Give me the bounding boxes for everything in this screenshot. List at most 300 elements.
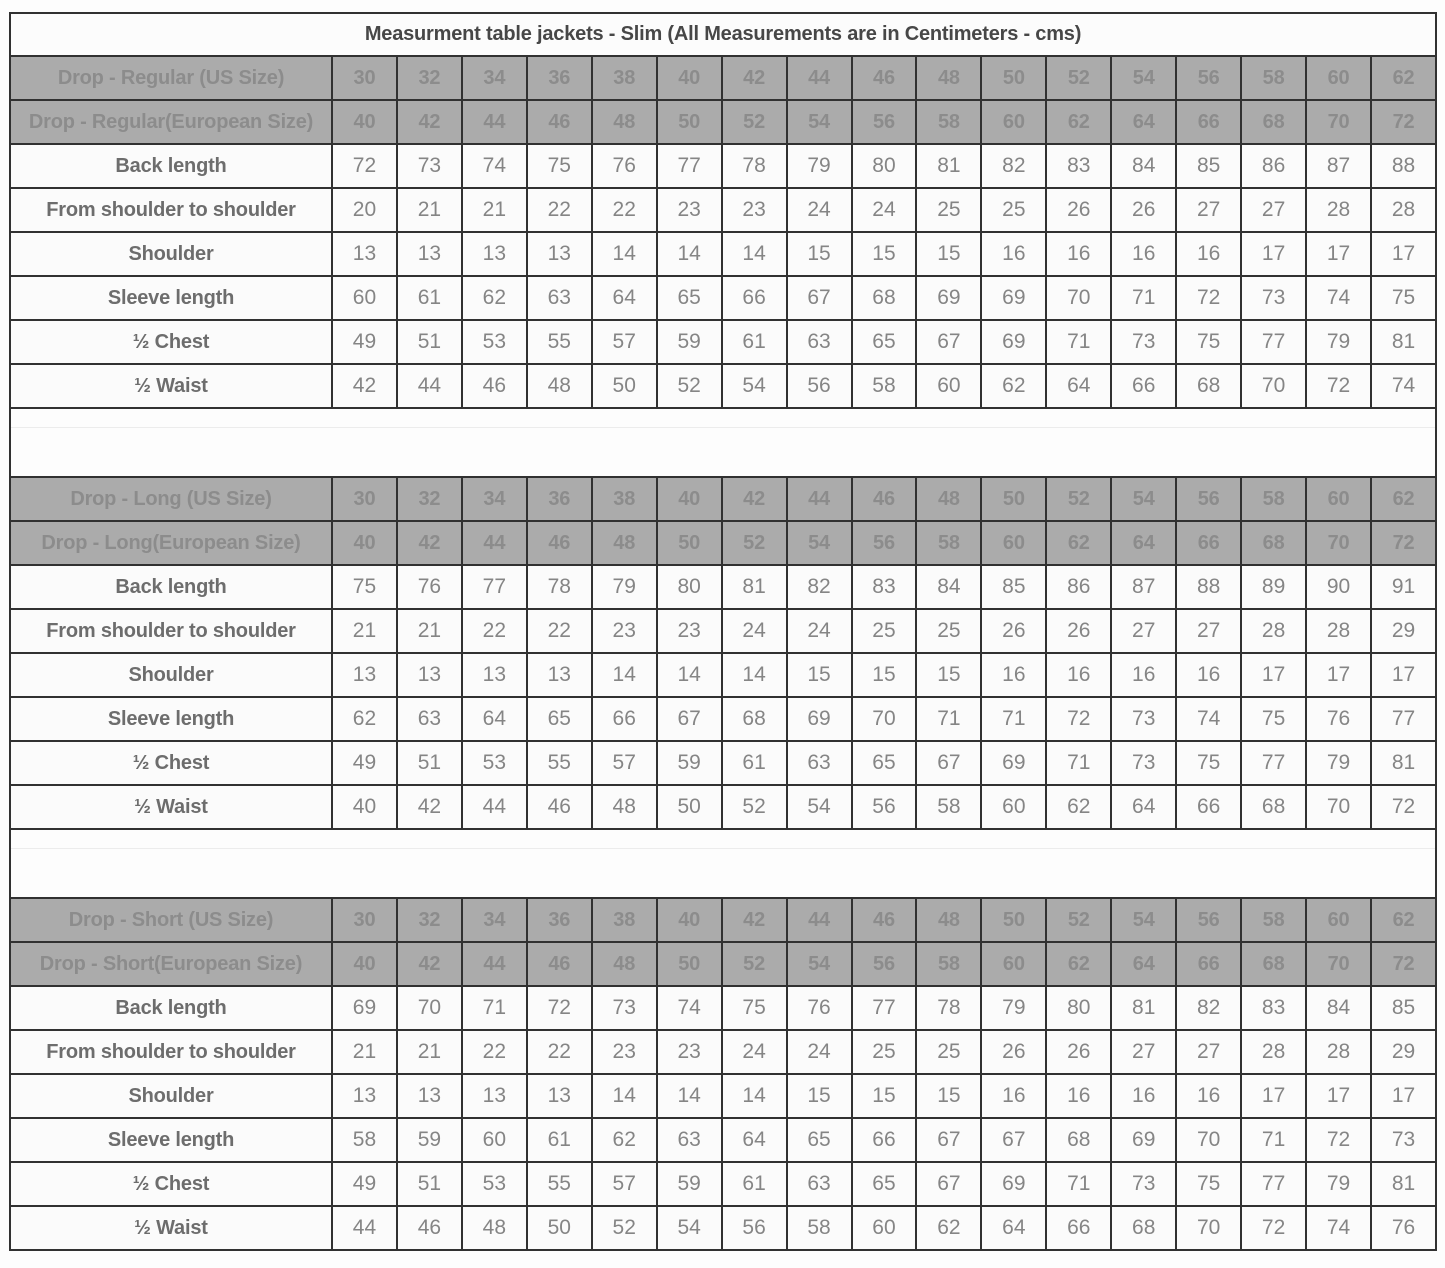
measurement-value-cell: 67 bbox=[787, 276, 852, 320]
measurement-value-cell: 22 bbox=[527, 1030, 592, 1074]
measurement-value-cell: 17 bbox=[1241, 1074, 1306, 1118]
measurement-value-cell: 62 bbox=[981, 364, 1046, 408]
measurement-value-cell: 24 bbox=[787, 1030, 852, 1074]
measurement-value-cell: 49 bbox=[332, 320, 397, 364]
measurement-value-cell: 15 bbox=[916, 1074, 981, 1118]
measurement-value-cell: 54 bbox=[657, 1206, 722, 1250]
table-row bbox=[10, 986, 1436, 1030]
measurement-value-cell: 25 bbox=[981, 188, 1046, 232]
eu-size-cell: 70 bbox=[1306, 521, 1371, 565]
measurement-value-cell: 16 bbox=[1046, 1074, 1111, 1118]
eu-size-cell: 66 bbox=[1176, 521, 1241, 565]
measurement-value-cell: 25 bbox=[852, 1030, 917, 1074]
measurement-value-cell: 73 bbox=[1371, 1118, 1436, 1162]
measurement-value-cell: 65 bbox=[852, 1162, 917, 1206]
short-us-size-header-row bbox=[10, 898, 1436, 942]
measurement-value-cell: 59 bbox=[657, 320, 722, 364]
measurement-value-cell: 71 bbox=[462, 986, 527, 1030]
section-spacer bbox=[10, 849, 1436, 899]
measurement-value-cell: 26 bbox=[981, 1030, 1046, 1074]
us-size-cell: 58 bbox=[1241, 898, 1306, 942]
table-row bbox=[10, 188, 1436, 232]
measurement-value-cell: 79 bbox=[592, 565, 657, 609]
measurement-value-cell: 61 bbox=[722, 741, 787, 785]
us-size-cell: 44 bbox=[787, 56, 852, 100]
eu-size-cell: 46 bbox=[527, 942, 592, 986]
measurement-value-cell: 70 bbox=[1241, 364, 1306, 408]
measurement-value-cell: 52 bbox=[592, 1206, 657, 1250]
measurement-value-cell: 15 bbox=[916, 653, 981, 697]
us-size-cell: 34 bbox=[462, 898, 527, 942]
measurement-row-label: Back length bbox=[10, 144, 332, 188]
measurement-value-cell: 69 bbox=[981, 276, 1046, 320]
measurement-value-cell: 27 bbox=[1176, 609, 1241, 653]
eu-size-cell: 64 bbox=[1111, 521, 1176, 565]
measurement-value-cell: 62 bbox=[592, 1118, 657, 1162]
measurement-value-cell: 84 bbox=[1306, 986, 1371, 1030]
measurement-value-cell: 66 bbox=[592, 697, 657, 741]
measurement-value-cell: 81 bbox=[916, 144, 981, 188]
measurement-value-cell: 13 bbox=[527, 653, 592, 697]
measurement-value-cell: 69 bbox=[916, 276, 981, 320]
measurement-value-cell: 70 bbox=[1306, 785, 1371, 829]
measurement-value-cell: 14 bbox=[722, 1074, 787, 1118]
eu-size-cell: 60 bbox=[981, 942, 1046, 986]
measurement-value-cell: 61 bbox=[527, 1118, 592, 1162]
measurement-value-cell: 42 bbox=[397, 785, 462, 829]
section-spacer bbox=[10, 428, 1436, 478]
eu-size-cell: 40 bbox=[332, 521, 397, 565]
measurement-value-cell: 80 bbox=[1046, 986, 1111, 1030]
us-size-cell: 42 bbox=[722, 56, 787, 100]
measurement-value-cell: 16 bbox=[1111, 653, 1176, 697]
measurement-value-cell: 13 bbox=[527, 232, 592, 276]
measurement-value-cell: 13 bbox=[332, 1074, 397, 1118]
eu-size-cell: 50 bbox=[657, 521, 722, 565]
eu-size-cell: 62 bbox=[1046, 100, 1111, 144]
measurement-value-cell: 53 bbox=[462, 741, 527, 785]
measurement-value-cell: 21 bbox=[397, 188, 462, 232]
measurement-row-label: ½ Waist bbox=[10, 785, 332, 829]
measurement-value-cell: 16 bbox=[1111, 1074, 1176, 1118]
measurement-value-cell: 16 bbox=[1176, 653, 1241, 697]
eu-size-cell: 48 bbox=[592, 521, 657, 565]
us-size-cell: 32 bbox=[397, 477, 462, 521]
measurement-value-cell: 17 bbox=[1371, 232, 1436, 276]
us-size-cell: 50 bbox=[981, 898, 1046, 942]
us-size-cell: 30 bbox=[332, 898, 397, 942]
measurement-value-cell: 13 bbox=[462, 232, 527, 276]
measurement-value-cell: 91 bbox=[1371, 565, 1436, 609]
us-size-cell: 54 bbox=[1111, 56, 1176, 100]
measurement-value-cell: 14 bbox=[657, 653, 722, 697]
measurement-value-cell: 27 bbox=[1241, 188, 1306, 232]
measurement-value-cell: 44 bbox=[332, 1206, 397, 1250]
eu-size-cell: 66 bbox=[1176, 942, 1241, 986]
us-size-cell: 44 bbox=[787, 477, 852, 521]
measurement-value-cell: 24 bbox=[722, 609, 787, 653]
us-size-cell: 34 bbox=[462, 56, 527, 100]
measurement-value-cell: 46 bbox=[462, 364, 527, 408]
us-size-cell: 54 bbox=[1111, 898, 1176, 942]
table-row bbox=[10, 785, 1436, 829]
measurement-value-cell: 75 bbox=[1176, 741, 1241, 785]
table-row bbox=[10, 1162, 1436, 1206]
table-title-row bbox=[10, 13, 1436, 56]
us-size-cell: 42 bbox=[722, 477, 787, 521]
us-size-cell: 60 bbox=[1306, 477, 1371, 521]
measurement-value-cell: 24 bbox=[787, 188, 852, 232]
measurement-value-cell: 70 bbox=[1176, 1118, 1241, 1162]
measurement-value-cell: 13 bbox=[332, 232, 397, 276]
us-size-cell: 54 bbox=[1111, 477, 1176, 521]
measurement-value-cell: 22 bbox=[462, 609, 527, 653]
measurement-value-cell: 52 bbox=[722, 785, 787, 829]
measurement-value-cell: 65 bbox=[852, 741, 917, 785]
measurement-value-cell: 28 bbox=[1371, 188, 1436, 232]
eu-size-cell: 40 bbox=[332, 100, 397, 144]
measurement-value-cell: 65 bbox=[787, 1118, 852, 1162]
measurement-row-label: ½ Chest bbox=[10, 741, 332, 785]
eu-size-cell: 48 bbox=[592, 100, 657, 144]
measurement-value-cell: 28 bbox=[1306, 1030, 1371, 1074]
measurement-value-cell: 78 bbox=[916, 986, 981, 1030]
us-size-cell: 44 bbox=[787, 898, 852, 942]
measurement-value-cell: 58 bbox=[852, 364, 917, 408]
measurement-value-cell: 56 bbox=[787, 364, 852, 408]
measurement-value-cell: 66 bbox=[1176, 785, 1241, 829]
measurement-value-cell: 72 bbox=[1046, 697, 1111, 741]
measurement-value-cell: 46 bbox=[527, 785, 592, 829]
measurement-value-cell: 23 bbox=[657, 188, 722, 232]
measurement-value-cell: 71 bbox=[1111, 276, 1176, 320]
long-eu-size-header-row bbox=[10, 521, 1436, 565]
measurement-value-cell: 74 bbox=[1371, 364, 1436, 408]
measurement-value-cell: 74 bbox=[462, 144, 527, 188]
measurement-row-label: Sleeve length bbox=[10, 1118, 332, 1162]
measurement-value-cell: 52 bbox=[657, 364, 722, 408]
measurement-value-cell: 22 bbox=[527, 609, 592, 653]
measurement-value-cell: 48 bbox=[527, 364, 592, 408]
us-size-cell: 48 bbox=[916, 477, 981, 521]
measurement-value-cell: 75 bbox=[1176, 320, 1241, 364]
long-eu-size-row-label: Drop - Long(European Size) bbox=[10, 521, 332, 565]
measurement-value-cell: 15 bbox=[787, 232, 852, 276]
measurement-value-cell: 15 bbox=[787, 1074, 852, 1118]
eu-size-cell: 68 bbox=[1241, 942, 1306, 986]
measurement-value-cell: 56 bbox=[852, 785, 917, 829]
measurement-value-cell: 66 bbox=[1111, 364, 1176, 408]
measurement-value-cell: 76 bbox=[592, 144, 657, 188]
measurement-value-cell: 22 bbox=[462, 1030, 527, 1074]
measurement-value-cell: 69 bbox=[981, 1162, 1046, 1206]
measurement-value-cell: 75 bbox=[332, 565, 397, 609]
measurement-value-cell: 64 bbox=[592, 276, 657, 320]
measurement-value-cell: 50 bbox=[657, 785, 722, 829]
eu-size-cell: 46 bbox=[527, 521, 592, 565]
us-size-cell: 36 bbox=[527, 56, 592, 100]
eu-size-cell: 70 bbox=[1306, 942, 1371, 986]
eu-size-cell: 52 bbox=[722, 100, 787, 144]
measurement-value-cell: 59 bbox=[657, 1162, 722, 1206]
measurement-value-cell: 81 bbox=[722, 565, 787, 609]
measurement-value-cell: 85 bbox=[1371, 986, 1436, 1030]
us-size-cell: 38 bbox=[592, 898, 657, 942]
measurement-value-cell: 48 bbox=[462, 1206, 527, 1250]
us-size-cell: 32 bbox=[397, 898, 462, 942]
eu-size-cell: 54 bbox=[787, 100, 852, 144]
measurement-value-cell: 48 bbox=[592, 785, 657, 829]
us-size-cell: 62 bbox=[1371, 898, 1436, 942]
measurement-value-cell: 15 bbox=[852, 653, 917, 697]
measurement-value-cell: 87 bbox=[1111, 565, 1176, 609]
measurement-value-cell: 50 bbox=[592, 364, 657, 408]
measurement-value-cell: 55 bbox=[527, 741, 592, 785]
us-size-cell: 62 bbox=[1371, 56, 1436, 100]
measurement-value-cell: 82 bbox=[1176, 986, 1241, 1030]
us-size-cell: 30 bbox=[332, 477, 397, 521]
measurement-value-cell: 76 bbox=[1306, 697, 1371, 741]
us-size-cell: 46 bbox=[852, 56, 917, 100]
measurement-value-cell: 73 bbox=[397, 144, 462, 188]
measurement-value-cell: 63 bbox=[787, 1162, 852, 1206]
measurement-value-cell: 13 bbox=[332, 653, 397, 697]
measurement-value-cell: 27 bbox=[1111, 1030, 1176, 1074]
measurement-value-cell: 76 bbox=[397, 565, 462, 609]
measurement-value-cell: 22 bbox=[527, 188, 592, 232]
measurement-value-cell: 14 bbox=[657, 232, 722, 276]
us-size-cell: 40 bbox=[657, 56, 722, 100]
measurement-value-cell: 67 bbox=[916, 1118, 981, 1162]
measurement-value-cell: 72 bbox=[527, 986, 592, 1030]
measurement-value-cell: 27 bbox=[1176, 188, 1241, 232]
measurement-value-cell: 17 bbox=[1306, 232, 1371, 276]
measurement-value-cell: 29 bbox=[1371, 609, 1436, 653]
measurement-value-cell: 70 bbox=[852, 697, 917, 741]
measurement-value-cell: 21 bbox=[332, 609, 397, 653]
measurement-value-cell: 23 bbox=[657, 1030, 722, 1074]
measurement-value-cell: 61 bbox=[397, 276, 462, 320]
eu-size-cell: 54 bbox=[787, 942, 852, 986]
table-row bbox=[10, 565, 1436, 609]
measurement-value-cell: 13 bbox=[462, 1074, 527, 1118]
measurement-value-cell: 26 bbox=[1046, 188, 1111, 232]
measurement-value-cell: 64 bbox=[462, 697, 527, 741]
measurement-row-label: Shoulder bbox=[10, 1074, 332, 1118]
measurement-value-cell: 74 bbox=[1306, 276, 1371, 320]
measurement-row-label: Shoulder bbox=[10, 653, 332, 697]
eu-size-cell: 60 bbox=[981, 100, 1046, 144]
measurement-value-cell: 49 bbox=[332, 741, 397, 785]
measurement-value-cell: 67 bbox=[916, 320, 981, 364]
measurement-value-cell: 73 bbox=[1111, 697, 1176, 741]
measurement-value-cell: 83 bbox=[852, 565, 917, 609]
us-size-cell: 32 bbox=[397, 56, 462, 100]
table-row bbox=[10, 232, 1436, 276]
measurement-value-cell: 13 bbox=[397, 1074, 462, 1118]
measurement-value-cell: 13 bbox=[397, 653, 462, 697]
eu-size-cell: 50 bbox=[657, 100, 722, 144]
section-spacer bbox=[10, 408, 1436, 428]
eu-size-cell: 60 bbox=[981, 521, 1046, 565]
measurement-value-cell: 24 bbox=[852, 188, 917, 232]
us-size-cell: 52 bbox=[1046, 56, 1111, 100]
measurement-value-cell: 63 bbox=[657, 1118, 722, 1162]
measurement-value-cell: 64 bbox=[722, 1118, 787, 1162]
measurement-value-cell: 80 bbox=[657, 565, 722, 609]
measurement-value-cell: 25 bbox=[916, 1030, 981, 1074]
measurement-value-cell: 25 bbox=[916, 609, 981, 653]
us-size-cell: 62 bbox=[1371, 477, 1436, 521]
measurement-value-cell: 79 bbox=[1306, 320, 1371, 364]
us-size-cell: 60 bbox=[1306, 898, 1371, 942]
measurement-value-cell: 66 bbox=[1046, 1206, 1111, 1250]
measurement-value-cell: 83 bbox=[1241, 986, 1306, 1030]
measurement-value-cell: 15 bbox=[916, 232, 981, 276]
eu-size-cell: 58 bbox=[916, 100, 981, 144]
table-row bbox=[10, 364, 1436, 408]
measurement-value-cell: 24 bbox=[787, 609, 852, 653]
measurement-value-cell: 17 bbox=[1306, 1074, 1371, 1118]
measurement-value-cell: 71 bbox=[1241, 1118, 1306, 1162]
measurement-value-cell: 51 bbox=[397, 1162, 462, 1206]
measurement-value-cell: 29 bbox=[1371, 1030, 1436, 1074]
measurement-value-cell: 77 bbox=[852, 986, 917, 1030]
eu-size-cell: 70 bbox=[1306, 100, 1371, 144]
measurement-value-cell: 63 bbox=[787, 741, 852, 785]
measurement-row-label: ½ Chest bbox=[10, 320, 332, 364]
us-size-cell: 56 bbox=[1176, 898, 1241, 942]
eu-size-cell: 52 bbox=[722, 942, 787, 986]
table-title: Measurment table jackets - Slim (All Measurements are in Centimeters - cms) bbox=[10, 13, 1436, 56]
measurement-value-cell: 89 bbox=[1241, 565, 1306, 609]
table-row bbox=[10, 1118, 1436, 1162]
us-size-cell: 36 bbox=[527, 477, 592, 521]
measurement-value-cell: 65 bbox=[657, 276, 722, 320]
measurement-value-cell: 67 bbox=[916, 1162, 981, 1206]
measurement-value-cell: 55 bbox=[527, 320, 592, 364]
measurement-value-cell: 60 bbox=[332, 276, 397, 320]
measurement-value-cell: 78 bbox=[527, 565, 592, 609]
us-size-cell: 56 bbox=[1176, 56, 1241, 100]
table-body bbox=[10, 13, 1436, 1250]
measurement-value-cell: 86 bbox=[1046, 565, 1111, 609]
measurement-row-label: Sleeve length bbox=[10, 697, 332, 741]
short-eu-size-row-label: Drop - Short(European Size) bbox=[10, 942, 332, 986]
eu-size-cell: 42 bbox=[397, 942, 462, 986]
eu-size-cell: 62 bbox=[1046, 942, 1111, 986]
measurement-value-cell: 14 bbox=[592, 232, 657, 276]
us-size-cell: 40 bbox=[657, 477, 722, 521]
measurement-value-cell: 23 bbox=[657, 609, 722, 653]
measurement-value-cell: 28 bbox=[1241, 609, 1306, 653]
measurement-value-cell: 74 bbox=[1176, 697, 1241, 741]
measurement-value-cell: 62 bbox=[462, 276, 527, 320]
measurement-value-cell: 88 bbox=[1176, 565, 1241, 609]
measurement-value-cell: 61 bbox=[722, 320, 787, 364]
measurement-value-cell: 80 bbox=[852, 144, 917, 188]
measurement-value-cell: 17 bbox=[1371, 1074, 1436, 1118]
measurement-value-cell: 73 bbox=[1111, 741, 1176, 785]
measurement-value-cell: 62 bbox=[1046, 785, 1111, 829]
section-spacer-row bbox=[10, 849, 1436, 899]
eu-size-cell: 58 bbox=[916, 942, 981, 986]
measurement-value-cell: 73 bbox=[1111, 1162, 1176, 1206]
eu-size-cell: 68 bbox=[1241, 521, 1306, 565]
measurement-value-cell: 15 bbox=[852, 232, 917, 276]
us-size-cell: 38 bbox=[592, 56, 657, 100]
us-size-cell: 34 bbox=[462, 477, 527, 521]
us-size-cell: 52 bbox=[1046, 898, 1111, 942]
measurement-value-cell: 77 bbox=[1241, 1162, 1306, 1206]
measurement-row-label: ½ Chest bbox=[10, 1162, 332, 1206]
measurement-value-cell: 16 bbox=[981, 653, 1046, 697]
measurement-value-cell: 60 bbox=[462, 1118, 527, 1162]
measurement-value-cell: 28 bbox=[1241, 1030, 1306, 1074]
measurement-value-cell: 50 bbox=[527, 1206, 592, 1250]
measurement-value-cell: 27 bbox=[1176, 1030, 1241, 1074]
measurement-value-cell: 55 bbox=[527, 1162, 592, 1206]
measurement-row-label: Back length bbox=[10, 565, 332, 609]
measurement-row-label: From shoulder to shoulder bbox=[10, 1030, 332, 1074]
measurement-value-cell: 68 bbox=[1111, 1206, 1176, 1250]
measurement-row-label: ½ Waist bbox=[10, 364, 332, 408]
measurement-value-cell: 42 bbox=[332, 364, 397, 408]
measurement-value-cell: 16 bbox=[1046, 653, 1111, 697]
eu-size-cell: 68 bbox=[1241, 100, 1306, 144]
measurement-value-cell: 74 bbox=[657, 986, 722, 1030]
measurement-value-cell: 81 bbox=[1371, 320, 1436, 364]
eu-size-cell: 72 bbox=[1371, 100, 1436, 144]
us-size-cell: 48 bbox=[916, 898, 981, 942]
measurement-value-cell: 24 bbox=[722, 1030, 787, 1074]
measurement-value-cell: 15 bbox=[787, 653, 852, 697]
measurement-value-cell: 68 bbox=[852, 276, 917, 320]
measurement-value-cell: 74 bbox=[1306, 1206, 1371, 1250]
measurement-value-cell: 14 bbox=[722, 653, 787, 697]
eu-size-cell: 44 bbox=[462, 521, 527, 565]
measurement-value-cell: 57 bbox=[592, 1162, 657, 1206]
us-size-cell: 58 bbox=[1241, 56, 1306, 100]
measurement-value-cell: 82 bbox=[981, 144, 1046, 188]
measurement-value-cell: 60 bbox=[852, 1206, 917, 1250]
table-row bbox=[10, 1074, 1436, 1118]
measurement-value-cell: 81 bbox=[1371, 1162, 1436, 1206]
measurement-value-cell: 67 bbox=[916, 741, 981, 785]
measurement-value-cell: 26 bbox=[981, 609, 1046, 653]
measurement-value-cell: 72 bbox=[1176, 276, 1241, 320]
measurement-value-cell: 71 bbox=[916, 697, 981, 741]
measurement-value-cell: 44 bbox=[462, 785, 527, 829]
measurement-value-cell: 72 bbox=[1371, 785, 1436, 829]
measurement-value-cell: 76 bbox=[1371, 1206, 1436, 1250]
measurement-value-cell: 73 bbox=[1111, 320, 1176, 364]
measurement-value-cell: 22 bbox=[592, 188, 657, 232]
measurement-value-cell: 16 bbox=[1046, 232, 1111, 276]
measurement-value-cell: 23 bbox=[592, 609, 657, 653]
measurement-value-cell: 71 bbox=[981, 697, 1046, 741]
measurement-value-cell: 17 bbox=[1241, 653, 1306, 697]
measurement-value-cell: 73 bbox=[1241, 276, 1306, 320]
us-size-cell: 42 bbox=[722, 898, 787, 942]
measurement-value-cell: 58 bbox=[787, 1206, 852, 1250]
measurement-value-cell: 51 bbox=[397, 741, 462, 785]
eu-size-cell: 58 bbox=[916, 521, 981, 565]
measurement-value-cell: 62 bbox=[916, 1206, 981, 1250]
measurement-value-cell: 70 bbox=[1176, 1206, 1241, 1250]
long-us-size-row-label: Drop - Long (US Size) bbox=[10, 477, 332, 521]
measurement-value-cell: 28 bbox=[1306, 188, 1371, 232]
